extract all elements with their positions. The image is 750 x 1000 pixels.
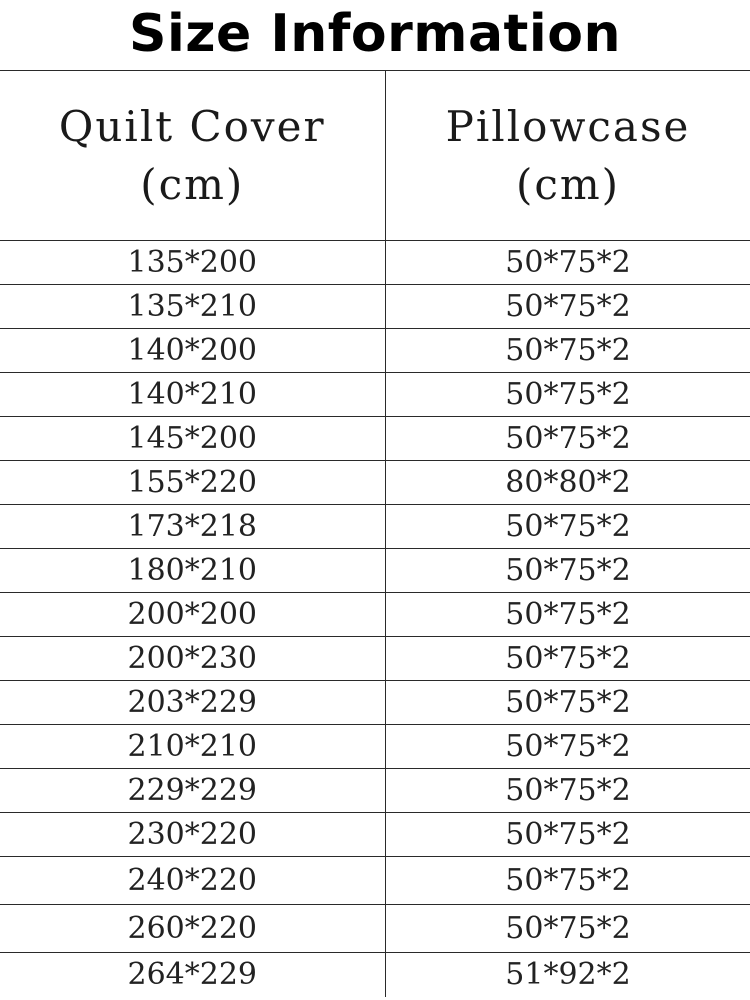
- pillowcase-size: 50*75*2: [385, 905, 750, 953]
- pillowcase-size: 50*75*2: [385, 241, 750, 285]
- quilt-cover-size: 180*210: [0, 549, 385, 593]
- pillowcase-size: 50*75*2: [385, 285, 750, 329]
- quilt-cover-size: 260*220: [0, 905, 385, 953]
- table-row: [0, 417, 750, 461]
- pillowcase-size: 50*75*2: [385, 681, 750, 725]
- pillowcase-size: 80*80*2: [385, 461, 750, 505]
- table-row: [0, 373, 750, 417]
- quilt-cover-size: 210*210: [0, 725, 385, 769]
- pillowcase-size: 51*92*2: [385, 953, 750, 998]
- table-row: [0, 549, 750, 593]
- table-row: [0, 857, 750, 905]
- table-row: [0, 285, 750, 329]
- table-row: [0, 953, 750, 998]
- quilt-cover-size: 173*218: [0, 505, 385, 549]
- table-row: [0, 905, 750, 953]
- quilt-cover-size: 230*220: [0, 813, 385, 857]
- table-row: [0, 681, 750, 725]
- quilt-cover-size: 155*220: [0, 461, 385, 505]
- pillowcase-size: 50*75*2: [385, 725, 750, 769]
- table-row: [0, 813, 750, 857]
- quilt-cover-size: 135*200: [0, 241, 385, 285]
- pillowcase-size: 50*75*2: [385, 505, 750, 549]
- table-row: [0, 241, 750, 285]
- quilt-cover-size: 145*200: [0, 417, 385, 461]
- quilt-cover-size: 140*210: [0, 373, 385, 417]
- pillowcase-size: 50*75*2: [385, 549, 750, 593]
- table-header-row: [0, 71, 750, 241]
- table-row: [0, 461, 750, 505]
- quilt-cover-size: 200*200: [0, 593, 385, 637]
- pillowcase-size: 50*75*2: [385, 813, 750, 857]
- quilt-cover-header-unit: (cm): [140, 159, 245, 209]
- table-row: [0, 593, 750, 637]
- quilt-cover-size: 140*200: [0, 329, 385, 373]
- pillowcase-header-unit: (cm): [515, 159, 621, 209]
- quilt-cover-size: 240*220: [0, 857, 385, 905]
- pillowcase-size: 50*75*2: [385, 373, 750, 417]
- pillowcase-size: 50*75*2: [385, 593, 750, 637]
- quilt-cover-header: [0, 71, 385, 241]
- pillowcase-size: 50*75*2: [385, 857, 750, 905]
- quilt-cover-size: 229*229: [0, 769, 385, 813]
- pillowcase-header-label: Pillowcase: [445, 101, 691, 151]
- table-row: [0, 505, 750, 549]
- quilt-cover-size: 135*210: [0, 285, 385, 329]
- page-title: Size Information: [129, 4, 621, 64]
- quilt-cover-size: 200*230: [0, 637, 385, 681]
- size-table: [0, 70, 750, 997]
- table-row: [0, 329, 750, 373]
- table-row: [0, 769, 750, 813]
- pillowcase-size: 50*75*2: [385, 329, 750, 373]
- table-row: [0, 637, 750, 681]
- pillowcase-size: 50*75*2: [385, 417, 750, 461]
- quilt-cover-size: 264*229: [0, 953, 385, 998]
- pillowcase-header: [385, 71, 750, 241]
- table-row: [0, 725, 750, 769]
- quilt-cover-size: 203*229: [0, 681, 385, 725]
- pillowcase-size: 50*75*2: [385, 637, 750, 681]
- pillowcase-size: 50*75*2: [385, 769, 750, 813]
- quilt-cover-header-label: Quilt Cover: [58, 101, 326, 151]
